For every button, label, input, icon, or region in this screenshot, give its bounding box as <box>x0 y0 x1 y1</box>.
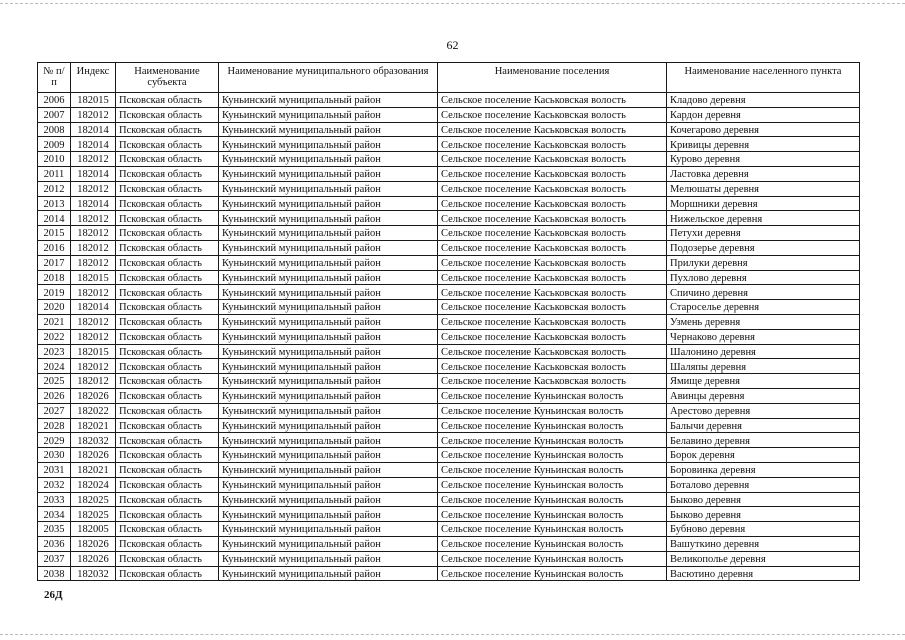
settlement-cell: Сельское поселение Каськовская волость <box>438 196 667 211</box>
row-number-cell: 2014 <box>38 211 71 226</box>
table-row <box>38 433 860 448</box>
municipal-cell: Куньинский муниципальный район <box>219 403 438 418</box>
settlement-cell: Сельское поселение Куньинская волость <box>438 477 667 492</box>
settlement-cell: Сельское поселение Каськовская волость <box>438 329 667 344</box>
municipal-cell: Куньинский муниципальный район <box>219 388 438 403</box>
municipal-cell: Куньинский муниципальный район <box>219 314 438 329</box>
locality-cell: Узмень деревня <box>667 314 860 329</box>
table-row <box>38 314 860 329</box>
postal-index-cell: 182014 <box>71 300 116 315</box>
locality-cell: Великополье деревня <box>667 551 860 566</box>
subject-cell: Псковская область <box>116 122 219 137</box>
subject-cell: Псковская область <box>116 255 219 270</box>
row-number-cell: 2031 <box>38 462 71 477</box>
subject-cell: Псковская область <box>116 462 219 477</box>
header-num: № п/п <box>38 63 71 93</box>
locality-cell: Белавино деревня <box>667 433 860 448</box>
subject-cell: Псковская область <box>116 492 219 507</box>
municipal-cell: Куньинский муниципальный район <box>219 107 438 122</box>
table-row <box>38 418 860 433</box>
settlement-cell: Сельское поселение Куньинская волость <box>438 507 667 522</box>
subject-cell: Псковская область <box>116 137 219 152</box>
locality-cell: Авинцы деревня <box>667 388 860 403</box>
settlement-cell: Сельское поселение Куньинская волость <box>438 566 667 581</box>
row-number-cell: 2013 <box>38 196 71 211</box>
table-row <box>38 181 860 196</box>
postal-index-cell: 182026 <box>71 388 116 403</box>
subject-cell: Псковская область <box>116 477 219 492</box>
locality-cell: Шаляпы деревня <box>667 359 860 374</box>
table-row <box>38 255 860 270</box>
municipal-cell: Куньинский муниципальный район <box>219 329 438 344</box>
table-body <box>38 93 860 581</box>
locality-cell: Боталово деревня <box>667 477 860 492</box>
locality-cell: Подозерье деревня <box>667 240 860 255</box>
row-number-cell: 2017 <box>38 255 71 270</box>
settlement-cell: Сельское поселение Каськовская волость <box>438 374 667 389</box>
subject-cell: Псковская область <box>116 359 219 374</box>
postal-index-cell: 182032 <box>71 433 116 448</box>
table-row <box>38 211 860 226</box>
postal-index-cell: 182012 <box>71 240 116 255</box>
settlement-cell: Сельское поселение Каськовская волость <box>438 137 667 152</box>
locality-cell: Ластовка деревня <box>667 166 860 181</box>
subject-cell: Псковская область <box>116 418 219 433</box>
locality-cell: Борок деревня <box>667 448 860 463</box>
municipal-cell: Куньинский муниципальный район <box>219 492 438 507</box>
postal-index-cell: 182025 <box>71 492 116 507</box>
table-row <box>38 240 860 255</box>
settlement-cell: Сельское поселение Каськовская волость <box>438 300 667 315</box>
municipal-cell: Куньинский муниципальный район <box>219 211 438 226</box>
subject-cell: Псковская область <box>116 211 219 226</box>
table-row <box>38 359 860 374</box>
table-row <box>38 566 860 581</box>
row-number-cell: 2020 <box>38 300 71 315</box>
municipal-cell: Куньинский муниципальный район <box>219 374 438 389</box>
locality-cell: Чернаково деревня <box>667 329 860 344</box>
municipal-cell: Куньинский муниципальный район <box>219 300 438 315</box>
row-number-cell: 2027 <box>38 403 71 418</box>
settlement-cell: Сельское поселение Куньинская волость <box>438 551 667 566</box>
municipal-cell: Куньинский муниципальный район <box>219 93 438 108</box>
settlement-cell: Сельское поселение Каськовская волость <box>438 181 667 196</box>
municipal-cell: Куньинский муниципальный район <box>219 551 438 566</box>
municipal-cell: Куньинский муниципальный район <box>219 270 438 285</box>
table-row <box>38 107 860 122</box>
municipal-cell: Куньинский муниципальный район <box>219 285 438 300</box>
subject-cell: Псковская область <box>116 240 219 255</box>
postal-index-cell: 182025 <box>71 507 116 522</box>
table-row <box>38 507 860 522</box>
subject-cell: Псковская область <box>116 344 219 359</box>
locality-cell: Мелюшаты деревня <box>667 181 860 196</box>
settlement-cell: Сельское поселение Куньинская волость <box>438 448 667 463</box>
table-row <box>38 122 860 137</box>
postal-index-cell: 182026 <box>71 448 116 463</box>
locality-cell: Васютино деревня <box>667 566 860 581</box>
municipal-cell: Куньинский муниципальный район <box>219 359 438 374</box>
subject-cell: Псковская область <box>116 270 219 285</box>
subject-cell: Псковская область <box>116 403 219 418</box>
locality-cell: Пухлово деревня <box>667 270 860 285</box>
locality-cell: Староселье деревня <box>667 300 860 315</box>
table-row <box>38 226 860 241</box>
row-number-cell: 2032 <box>38 477 71 492</box>
postal-index-cell: 182026 <box>71 551 116 566</box>
settlement-cell: Сельское поселение Каськовская волость <box>438 211 667 226</box>
row-number-cell: 2036 <box>38 536 71 551</box>
subject-cell: Псковская область <box>116 285 219 300</box>
row-number-cell: 2007 <box>38 107 71 122</box>
settlement-cell: Сельское поселение Куньинская волость <box>438 536 667 551</box>
postal-index-cell: 182014 <box>71 122 116 137</box>
row-number-cell: 2015 <box>38 226 71 241</box>
settlement-cell: Сельское поселение Каськовская волость <box>438 122 667 137</box>
postal-index-cell: 182015 <box>71 344 116 359</box>
table-row <box>38 270 860 285</box>
table-row <box>38 374 860 389</box>
locality-cell: Петухи деревня <box>667 226 860 241</box>
subject-cell: Псковская область <box>116 226 219 241</box>
settlement-cell: Сельское поселение Куньинская волость <box>438 522 667 537</box>
postal-index-cell: 182021 <box>71 418 116 433</box>
postal-index-cell: 182032 <box>71 566 116 581</box>
settlement-cell: Сельское поселение Каськовская волость <box>438 152 667 167</box>
row-number-cell: 2018 <box>38 270 71 285</box>
row-number-cell: 2037 <box>38 551 71 566</box>
municipal-cell: Куньинский муниципальный район <box>219 507 438 522</box>
locality-cell: Кладово деревня <box>667 93 860 108</box>
municipal-cell: Куньинский муниципальный район <box>219 152 438 167</box>
postal-index-cell: 182015 <box>71 93 116 108</box>
settlement-cell: Сельское поселение Каськовская волость <box>438 226 667 241</box>
row-number-cell: 2023 <box>38 344 71 359</box>
header-municipal: Наименование муниципального образования <box>219 63 438 93</box>
settlement-cell: Сельское поселение Куньинская волость <box>438 462 667 477</box>
header-row <box>38 63 860 93</box>
municipal-cell: Куньинский муниципальный район <box>219 166 438 181</box>
postal-index-cell: 182014 <box>71 137 116 152</box>
postal-index-cell: 182005 <box>71 522 116 537</box>
header-locality: Наименование населенного пункта <box>667 63 860 93</box>
postal-index-cell: 182012 <box>71 152 116 167</box>
header-subject: Наименование субъекта <box>116 63 219 93</box>
scan-edge-bottom <box>0 634 905 635</box>
row-number-cell: 2008 <box>38 122 71 137</box>
municipal-cell: Куньинский муниципальный район <box>219 196 438 211</box>
table-row <box>38 536 860 551</box>
municipal-cell: Куньинский муниципальный район <box>219 566 438 581</box>
postal-index-cell: 182014 <box>71 196 116 211</box>
settlement-cell: Сельское поселение Куньинская волость <box>438 492 667 507</box>
settlement-cell: Сельское поселение Каськовская волость <box>438 285 667 300</box>
municipal-cell: Куньинский муниципальный район <box>219 477 438 492</box>
table-row <box>38 196 860 211</box>
locality-cell: Спичино деревня <box>667 285 860 300</box>
subject-cell: Псковская область <box>116 300 219 315</box>
settlement-cell: Сельское поселение Куньинская волость <box>438 433 667 448</box>
municipal-cell: Куньинский муниципальный район <box>219 433 438 448</box>
postal-index-cell: 182022 <box>71 403 116 418</box>
subject-cell: Псковская область <box>116 507 219 522</box>
table-row <box>38 285 860 300</box>
municipal-cell: Куньинский муниципальный район <box>219 240 438 255</box>
row-number-cell: 2038 <box>38 566 71 581</box>
settlement-cell: Сельское поселение Каськовская волость <box>438 314 667 329</box>
table-row <box>38 93 860 108</box>
subject-cell: Псковская область <box>116 196 219 211</box>
subject-cell: Псковская область <box>116 433 219 448</box>
row-number-cell: 2009 <box>38 137 71 152</box>
locality-cell: Кочегарово деревня <box>667 122 860 137</box>
postal-index-cell: 182026 <box>71 536 116 551</box>
postal-index-cell: 182024 <box>71 477 116 492</box>
row-number-cell: 2011 <box>38 166 71 181</box>
municipal-cell: Куньинский муниципальный район <box>219 122 438 137</box>
settlement-cell: Сельское поселение Каськовская волость <box>438 166 667 181</box>
municipal-cell: Куньинский муниципальный район <box>219 137 438 152</box>
row-number-cell: 2026 <box>38 388 71 403</box>
subject-cell: Псковская область <box>116 566 219 581</box>
subject-cell: Псковская область <box>116 93 219 108</box>
locality-table <box>37 62 860 581</box>
table-row <box>38 492 860 507</box>
row-number-cell: 2033 <box>38 492 71 507</box>
postal-index-cell: 182012 <box>71 181 116 196</box>
postal-index-cell: 182012 <box>71 374 116 389</box>
row-number-cell: 2016 <box>38 240 71 255</box>
table-row <box>38 166 860 181</box>
table-row <box>38 403 860 418</box>
settlement-cell: Сельское поселение Каськовская волость <box>438 93 667 108</box>
header-index: Индекс <box>71 63 116 93</box>
subject-cell: Псковская область <box>116 166 219 181</box>
row-number-cell: 2010 <box>38 152 71 167</box>
row-number-cell: 2030 <box>38 448 71 463</box>
postal-index-cell: 182012 <box>71 314 116 329</box>
subject-cell: Псковская область <box>116 181 219 196</box>
postal-index-cell: 182012 <box>71 211 116 226</box>
locality-cell: Нижельское деревня <box>667 211 860 226</box>
table-row <box>38 388 860 403</box>
municipal-cell: Куньинский муниципальный район <box>219 536 438 551</box>
locality-cell: Ямище деревня <box>667 374 860 389</box>
table-header <box>38 63 860 93</box>
locality-cell: Бубново деревня <box>667 522 860 537</box>
table-row <box>38 477 860 492</box>
postal-index-cell: 182012 <box>71 359 116 374</box>
locality-cell: Моршники деревня <box>667 196 860 211</box>
table-row <box>38 551 860 566</box>
postal-index-cell: 182012 <box>71 255 116 270</box>
locality-cell: Прилуки деревня <box>667 255 860 270</box>
postal-index-cell: 182021 <box>71 462 116 477</box>
municipal-cell: Куньинский муниципальный район <box>219 448 438 463</box>
table-row <box>38 522 860 537</box>
subject-cell: Псковская область <box>116 551 219 566</box>
settlement-cell: Сельское поселение Куньинская волость <box>438 418 667 433</box>
settlement-cell: Сельское поселение Каськовская волость <box>438 107 667 122</box>
locality-cell: Быково деревня <box>667 492 860 507</box>
postal-index-cell: 182015 <box>71 270 116 285</box>
settlement-cell: Сельское поселение Каськовская волость <box>438 270 667 285</box>
row-number-cell: 2035 <box>38 522 71 537</box>
postal-index-cell: 182012 <box>71 329 116 344</box>
subject-cell: Псковская область <box>116 536 219 551</box>
subject-cell: Псковская область <box>116 329 219 344</box>
header-settlement: Наименование поселения <box>438 63 667 93</box>
row-number-cell: 2028 <box>38 418 71 433</box>
locality-cell: Боровинка деревня <box>667 462 860 477</box>
municipal-cell: Куньинский муниципальный район <box>219 522 438 537</box>
settlement-cell: Сельское поселение Куньинская волость <box>438 403 667 418</box>
row-number-cell: 2025 <box>38 374 71 389</box>
settlement-cell: Сельское поселение Куньинская волость <box>438 388 667 403</box>
scan-edge-top <box>0 3 905 4</box>
page-number: 62 <box>446 38 459 52</box>
row-number-cell: 2029 <box>38 433 71 448</box>
subject-cell: Псковская область <box>116 448 219 463</box>
settlement-cell: Сельское поселение Каськовская волость <box>438 344 667 359</box>
table-row <box>38 329 860 344</box>
municipal-cell: Куньинский муниципальный район <box>219 462 438 477</box>
table-row <box>38 448 860 463</box>
locality-cell: Кардон деревня <box>667 107 860 122</box>
subject-cell: Псковская область <box>116 314 219 329</box>
locality-cell: Балычи деревня <box>667 418 860 433</box>
locality-cell: Шалонино деревня <box>667 344 860 359</box>
footer-mark: 26Д <box>44 589 63 601</box>
table-row <box>38 137 860 152</box>
postal-index-cell: 182012 <box>71 285 116 300</box>
table-row <box>38 344 860 359</box>
locality-cell: Арестово деревня <box>667 403 860 418</box>
row-number-cell: 2024 <box>38 359 71 374</box>
locality-cell: Быково деревня <box>667 507 860 522</box>
postal-index-cell: 182014 <box>71 166 116 181</box>
row-number-cell: 2019 <box>38 285 71 300</box>
municipal-cell: Куньинский муниципальный район <box>219 255 438 270</box>
subject-cell: Псковская область <box>116 522 219 537</box>
municipal-cell: Куньинский муниципальный район <box>219 344 438 359</box>
postal-index-cell: 182012 <box>71 226 116 241</box>
locality-cell: Кривицы деревня <box>667 137 860 152</box>
municipal-cell: Куньинский муниципальный район <box>219 418 438 433</box>
table-row <box>38 462 860 477</box>
subject-cell: Псковская область <box>116 152 219 167</box>
settlement-cell: Сельское поселение Каськовская волость <box>438 255 667 270</box>
postal-index-cell: 182012 <box>71 107 116 122</box>
row-number-cell: 2021 <box>38 314 71 329</box>
locality-cell: Вашуткино деревня <box>667 536 860 551</box>
municipal-cell: Куньинский муниципальный район <box>219 226 438 241</box>
row-number-cell: 2006 <box>38 93 71 108</box>
municipal-cell: Куньинский муниципальный район <box>219 181 438 196</box>
subject-cell: Псковская область <box>116 388 219 403</box>
subject-cell: Псковская область <box>116 107 219 122</box>
row-number-cell: 2034 <box>38 507 71 522</box>
settlement-cell: Сельское поселение Каськовская волость <box>438 359 667 374</box>
subject-cell: Псковская область <box>116 374 219 389</box>
table-row <box>38 152 860 167</box>
locality-cell: Курово деревня <box>667 152 860 167</box>
row-number-cell: 2022 <box>38 329 71 344</box>
table-row <box>38 300 860 315</box>
row-number-cell: 2012 <box>38 181 71 196</box>
settlement-cell: Сельское поселение Каськовская волость <box>438 240 667 255</box>
